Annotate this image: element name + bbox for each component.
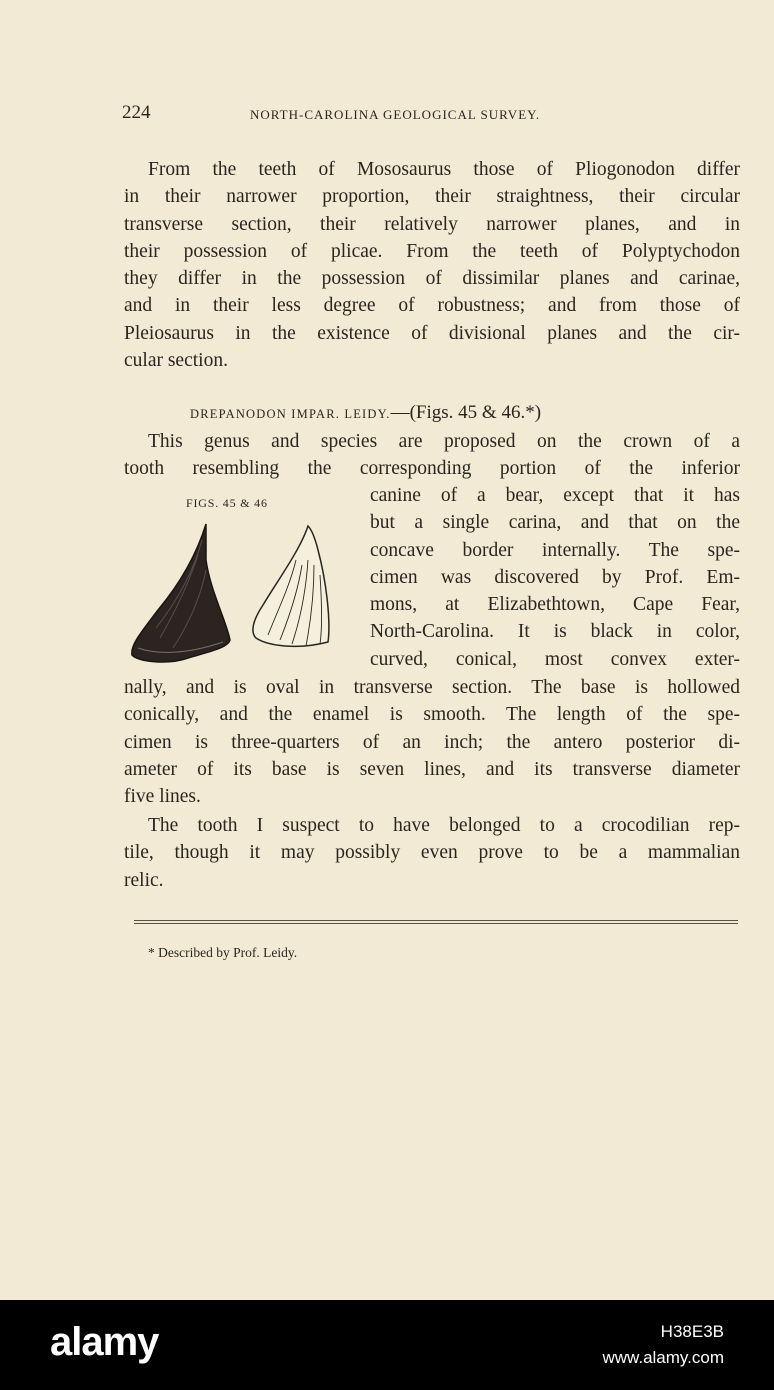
figure-caption: FIGS. 45 & 46 bbox=[186, 496, 268, 510]
text-line: cular section. bbox=[124, 350, 228, 372]
text-line: From the teeth of Mososaurus those of Pliogonodon differ bbox=[148, 159, 740, 180]
species-name: DREPANODON IMPAR. LEIDY. bbox=[190, 407, 391, 421]
page-number: 224 bbox=[122, 102, 151, 123]
text-line: their possession of plicae. From the teeth of Polyptychodon bbox=[124, 240, 740, 262]
paragraph-description-bottom bbox=[124, 674, 740, 810]
footnote-divider bbox=[134, 920, 738, 924]
image-code: H38E3B bbox=[660, 1322, 724, 1341]
tooth-illustration bbox=[128, 520, 333, 665]
text-line: conically, and the enamel is smooth. The length of the spe- bbox=[124, 704, 740, 726]
text-line: cimen is three-quarters of an inch; the antero posterior di- bbox=[124, 731, 740, 753]
text-line: but a single carina, and that on the bbox=[370, 512, 740, 534]
text-line: in their narrower proportion, their straightness, their circular bbox=[124, 186, 740, 208]
text-line: concave border internally. The spe- bbox=[370, 539, 740, 561]
text-line: North-Carolina. It is black in color, bbox=[370, 621, 740, 643]
figure-reference: —(Figs. 45 & 46.*) bbox=[390, 402, 542, 423]
text-line: relic. bbox=[124, 869, 164, 891]
tooth-outline-view bbox=[253, 526, 329, 646]
tooth-dark-view bbox=[132, 524, 230, 662]
text-line: curved, conical, most convex exter- bbox=[370, 648, 740, 670]
text-line: transverse section, their relatively narrower planes, and in bbox=[124, 213, 740, 235]
text-line: ameter of its base is seven lines, and its transverse diameter bbox=[124, 758, 740, 780]
text-line: tooth resembling the corresponding portion of the inferior bbox=[124, 458, 740, 480]
text-line: canine of a bear, except that it has bbox=[370, 485, 740, 506]
running-head bbox=[122, 102, 737, 128]
text-line: they differ in the possession of dissimilar planes and carinae, bbox=[124, 268, 740, 290]
paragraph-description-beside-figure bbox=[370, 482, 740, 673]
alamy-logo: alamy bbox=[50, 1320, 159, 1364]
text-line: and in their less degree of robustness; and from those of bbox=[124, 295, 740, 317]
paragraph-description-top bbox=[124, 428, 740, 483]
text-line: tile, though it may possibly even prove to be a mammalian bbox=[124, 842, 740, 864]
site-url: www.alamy.com bbox=[602, 1348, 724, 1367]
paragraph-mososaurus-comparison bbox=[124, 156, 740, 374]
section-heading bbox=[190, 402, 541, 424]
text-line: nally, and is oval in transverse section. The base is hollowed bbox=[124, 677, 740, 698]
running-title: NORTH-CAROLINA GEOLOGICAL SURVEY. bbox=[250, 107, 541, 122]
text-line: Pleiosaurus in the existence of divisional planes and the cir- bbox=[124, 322, 740, 344]
watermark-bar bbox=[0, 1300, 774, 1390]
text-line: mons, at Elizabethtown, Cape Fear, bbox=[370, 594, 740, 616]
text-line: cimen was discovered by Prof. Em- bbox=[370, 566, 740, 588]
text-line: This genus and species are proposed on the crown of a bbox=[148, 431, 740, 452]
paragraph-conclusion bbox=[124, 812, 740, 894]
footnote: * Described by Prof. Leidy. bbox=[148, 945, 298, 960]
text-line: The tooth I suspect to have belonged to a crocodilian rep- bbox=[148, 815, 740, 836]
text-line: five lines. bbox=[124, 786, 201, 808]
